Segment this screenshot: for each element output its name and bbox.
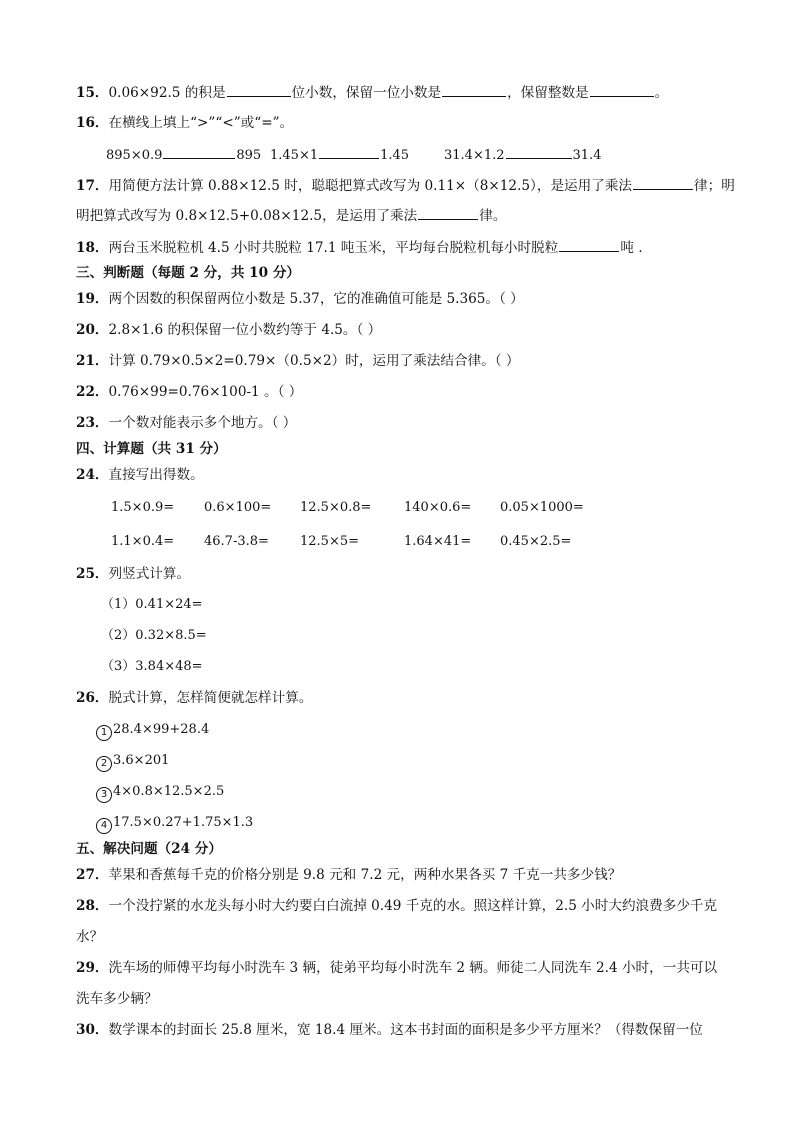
- question-text: 吨 .: [620, 240, 643, 256]
- compare-right: 31.4: [572, 148, 602, 163]
- oral-calc-item: 1.64×41=: [404, 534, 472, 549]
- question-text: 明把算式改写为 0.8×12.5+0.08×12.5，是运用了乘法: [76, 208, 418, 224]
- compare-item-2: [270, 144, 409, 166]
- question-number: 16．: [76, 115, 109, 131]
- question-15: [76, 82, 754, 103]
- expression: 3.6×201: [113, 753, 170, 768]
- vertical-calc-item: （3）3.84×48=: [101, 659, 203, 674]
- question-16: [76, 113, 754, 133]
- question-28-line-2: 水？: [76, 929, 104, 945]
- question-text: 两台玉米脱粒机 4.5 小时共脱粒 17.1 吨玉米，平均每台脱粒机每小时脱粒: [108, 240, 559, 256]
- question-27: [76, 865, 754, 885]
- circled-number: 3: [96, 787, 112, 803]
- compare-blank[interactable]: [319, 144, 379, 159]
- oral-calc-item: 1.5×0.9=: [111, 500, 175, 515]
- question-number: 29．: [76, 960, 109, 976]
- question-22: [76, 382, 754, 402]
- compare-left: 895×0.9: [106, 148, 163, 163]
- question-text: 两个因数的积保留两位小数是 5.37，它的准确值可能是 5.365。（ ）: [108, 291, 524, 307]
- answer-blank[interactable]: [590, 82, 654, 97]
- question-23: [76, 413, 754, 433]
- question-number: 26．: [76, 690, 109, 706]
- question-17: [76, 175, 754, 196]
- question-number: 28．: [76, 898, 109, 914]
- question-19: [76, 289, 754, 309]
- question-18: [76, 237, 754, 258]
- question-text: 律。: [479, 208, 507, 224]
- question-text: 直接写出得数。: [108, 467, 204, 483]
- question-17-line-2: [76, 205, 754, 226]
- question-text: 0.06×92.5 的积是: [108, 85, 226, 101]
- question-number: 27．: [76, 867, 109, 883]
- step-calc-item: [96, 813, 253, 834]
- question-text: 计算 0.79×0.5×2=0.79×（0.5×2）时，运用了乘法结合律。（ ）: [108, 353, 520, 369]
- question-28: [76, 896, 754, 916]
- question-29-line-2: 洗车多少辆？: [76, 991, 158, 1007]
- question-text: 数学课本的封面长 25.8 厘米，宽 18.4 厘米。这本书封面的面积是多少平方厘米？（得数保留一位: [108, 1022, 703, 1038]
- question-text: 苹果和香蕉每千克的价格分别是 9.8 元和 7.2 元，两种水果各买 7 千克一共多少钱？: [108, 867, 622, 883]
- circled-number: 4: [96, 818, 112, 834]
- vertical-calc-item: （2）0.32×8.5=: [101, 628, 207, 643]
- compare-item-1: [106, 144, 261, 166]
- expression: 4×0.8×12.5×2.5: [113, 784, 225, 799]
- question-text: 位小数，保留一位小数是: [291, 85, 442, 101]
- question-29: [76, 958, 754, 978]
- expression: 17.5×0.27+1.75×1.3: [113, 815, 254, 830]
- oral-calc-item: 12.5×0.8=: [300, 500, 372, 515]
- question-21: [76, 351, 754, 371]
- oral-calc-item: 0.45×2.5=: [500, 534, 572, 549]
- question-text: 在横线上填上“>”“<”或“=”。: [108, 115, 294, 131]
- answer-blank[interactable]: [559, 237, 619, 252]
- compare-blank[interactable]: [163, 144, 235, 159]
- oral-calc-item: 1.1×0.4=: [111, 534, 175, 549]
- question-24: [76, 465, 754, 485]
- question-number: 22．: [76, 384, 109, 400]
- question-text: ，保留整数是: [507, 85, 589, 101]
- question-text: 洗车场的师傅平均每小时洗车 3 辆，徒弟平均每小时洗车 2 辆。师徒二人同洗车 2.4 小时，一共可以: [108, 960, 718, 976]
- question-text: 。: [654, 85, 669, 101]
- answer-blank[interactable]: [442, 82, 506, 97]
- question-text: 0.76×99=0.76×100-1 。（ ）: [108, 384, 303, 400]
- question-number: 21．: [76, 353, 109, 369]
- answer-blank[interactable]: [227, 82, 291, 97]
- section-heading-3: 三、判断题（每题 2 分，共 10 分）: [76, 265, 301, 281]
- question-text: 列竖式计算。: [108, 566, 191, 582]
- question-number: 30．: [76, 1022, 109, 1038]
- question-text: 一个数对能表示多个地方。（ ）: [108, 415, 297, 431]
- question-text: 脱式计算，怎样简便就怎样计算。: [108, 690, 313, 706]
- question-number: 19．: [76, 291, 109, 307]
- oral-calc-item: 46.7-3.8=: [204, 534, 269, 549]
- oral-calc-item: 12.5×5=: [300, 534, 360, 549]
- oral-calc-item: 0.05×1000=: [500, 500, 584, 515]
- compare-left: 1.45×1: [270, 148, 319, 163]
- compare-left: 31.4×1.2: [444, 148, 505, 163]
- question-number: 25．: [76, 566, 109, 582]
- step-calc-item: [96, 751, 169, 772]
- question-number: 17．: [76, 178, 109, 194]
- oral-calc-item: 0.6×100=: [204, 500, 272, 515]
- oral-calc-item: 140×0.6=: [404, 500, 472, 515]
- answer-blank[interactable]: [633, 175, 693, 190]
- expression: 28.4×99+28.4: [113, 722, 210, 737]
- question-20: [76, 320, 754, 340]
- compare-right: 1.45: [380, 148, 410, 163]
- question-26: [76, 688, 754, 708]
- step-calc-item: [96, 720, 209, 741]
- compare-item-3: [444, 144, 601, 166]
- question-text: 2.8×1.6 的积保留一位小数约等于 4.5。（ ）: [108, 322, 382, 338]
- section-heading-4: 四、计算题（共 31 分）: [76, 441, 227, 457]
- circled-number: 2: [96, 756, 112, 772]
- compare-right: 895: [236, 148, 262, 163]
- question-number: 20．: [76, 322, 109, 338]
- question-30: [76, 1020, 754, 1040]
- section-heading-5: 五、解决问题（24 分）: [76, 841, 222, 857]
- circled-number: 1: [96, 725, 112, 741]
- answer-blank[interactable]: [418, 205, 478, 220]
- question-text: 一个没拧紧的水龙头每小时大约要白白流掉 0.49 千克的水。照这样计算，2.5 小时大约浪费多少千克: [108, 898, 718, 914]
- question-number: 18．: [76, 240, 109, 256]
- question-25: [76, 564, 754, 584]
- question-number: 23．: [76, 415, 109, 431]
- question-text: 用简便方法计算 0.88×12.5 时，聪聪把算式改写为 0.11×（8×12.5），是运用了乘法: [108, 178, 633, 194]
- question-text: 律；明: [694, 178, 735, 194]
- vertical-calc-item: （1）0.41×24=: [101, 597, 203, 612]
- question-number: 24．: [76, 467, 109, 483]
- compare-blank[interactable]: [506, 144, 572, 159]
- step-calc-item: [96, 782, 224, 803]
- question-number: 15．: [76, 85, 109, 101]
